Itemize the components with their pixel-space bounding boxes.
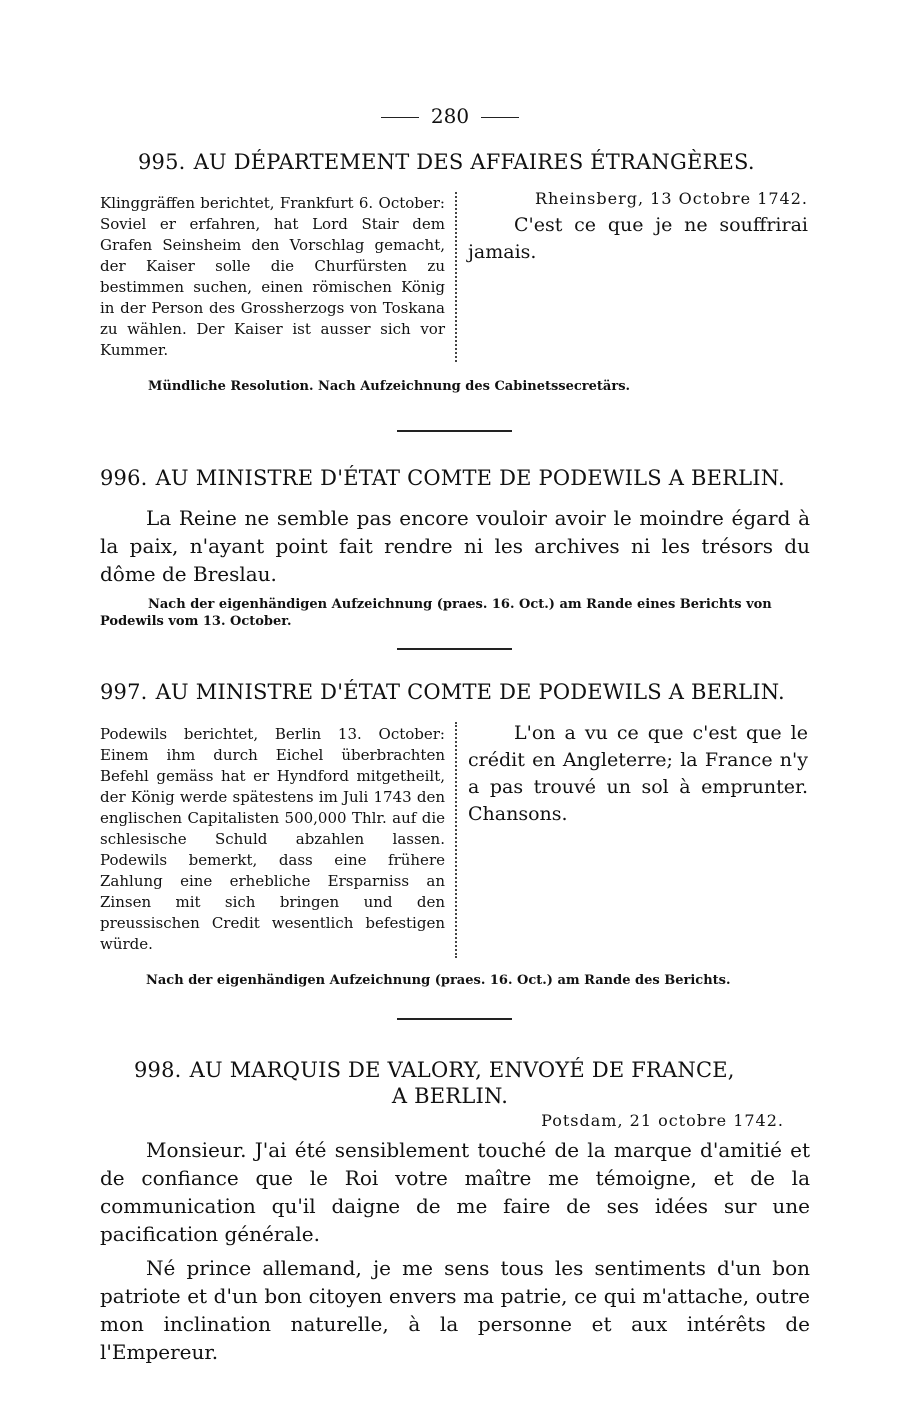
entry-997-resolution <box>468 720 808 828</box>
entry-995-dateline: Rheinsberg, 13 Octobre 1742. <box>534 189 808 208</box>
entry-995-heading <box>138 150 848 174</box>
entry-996-source-note: Nach der eigenhändigen Aufzeichnung (praes. 16. Oct.) am Rande eines Berichts von Podewils vom 13. October. <box>100 597 772 629</box>
page-number-dash-left <box>381 117 419 118</box>
entry-997-title: AU MINISTRE D'ÉTAT COMTE DE PODEWILS A BERLIN. <box>155 680 785 704</box>
entry-997-resolution-text: L'on a vu ce que c'est que le crédit en Angleterre; la France n'y a pas trouvé un sol à emprunter. Chansons. <box>468 722 808 825</box>
entry-998-body <box>100 1136 810 1372</box>
entry-997-number: 997. <box>100 680 148 704</box>
entry-996-number: 996. <box>100 466 148 490</box>
separator-rule <box>397 1018 512 1020</box>
entry-997-report <box>100 724 445 955</box>
entry-995-report-text: Klinggräffen berichtet, Frankfurt 6. October: Soviel er erfahren, hat Lord Stair dem Grafen Seinsheim den Vorschlag gemacht, der Kaiser solle die Churfürsten zu bestimmen suchen, einen römischen König in der Person des Grossherzogs von Toskana zu wählen. Der Kaiser ist ausser sich vor Kummer. <box>100 194 445 359</box>
entry-995-number: 995. <box>138 150 186 174</box>
entry-995-source-note: Mündliche Resolution. Nach Aufzeichnung des Cabinetssecretärs. <box>148 379 631 394</box>
separator-rule <box>397 648 512 650</box>
entry-998-heading-line2 <box>0 1084 900 1108</box>
entry-995-resolution <box>468 188 808 266</box>
entry-997-column-divider <box>455 722 457 958</box>
page-number-dash-right <box>481 117 519 118</box>
entry-996-title: AU MINISTRE D'ÉTAT COMTE DE PODEWILS A BERLIN. <box>155 466 785 490</box>
entry-998-paragraph-1: Monsieur. J'ai été sensiblement touché de la marque d'amitié et de confiance que le Roi votre maître me témoigne, et de la communication qu'il daigne de me faire de ses idées sur une pacification générale. <box>100 1138 810 1246</box>
page-number-text: 280 <box>430 104 470 128</box>
entry-998-heading <box>134 1058 844 1082</box>
page-number <box>0 104 900 128</box>
entry-998-number: 998. <box>134 1058 182 1082</box>
entry-995-column-divider <box>455 192 457 362</box>
entry-998-title-line2: A BERLIN. <box>391 1084 509 1108</box>
separator-rule <box>397 430 512 432</box>
entry-998-dateline: Potsdam, 21 octobre 1742. <box>541 1111 784 1130</box>
entry-997-heading <box>100 680 810 704</box>
entry-998-paragraph-2: Né prince allemand, je me sens tous les sentiments d'un bon patriote et d'un bon citoyen envers ma patrie, ce qui m'attache, outre mon inclination naturelle, à la personne et aux intérêts de l'Empereur. <box>100 1256 810 1364</box>
entry-995-title: AU DÉPARTEMENT DES AFFAIRES ÉTRANGÈRES. <box>193 150 755 174</box>
entry-995-report <box>100 193 445 361</box>
entry-998-title-line1: AU MARQUIS DE VALORY, ENVOYÉ DE FRANCE, <box>189 1058 735 1082</box>
entry-997-report-text: Podewils berichtet, Berlin 13. October: Einem ihm durch Eichel überbrachten Befehl gemäss hat er Hyndford mitgetheilt, der König werde spätestens im Juli 1743 den englischen Capitalisten 500,000 Thlr. auf die schlesische Schuld abzahlen lassen. Podewils bemerkt, dass eine frühere Zahlung eine erhebliche Ersparniss an Zinsen mit sich bringen und den preussischen Credit wesentlich befestigen würde. <box>100 725 445 953</box>
entry-997-source-note: Nach der eigenhändigen Aufzeichnung (praes. 16. Oct.) am Rande des Berichts. <box>146 973 731 988</box>
entry-996-heading <box>100 466 810 490</box>
entry-996-body: La Reine ne semble pas encore vouloir avoir le moindre égard à la paix, n'ayant point fait rendre ni les archives ni les trésors du dôme de Breslau. <box>100 506 810 586</box>
entry-995-resolution-text: C'est ce que je ne souffrirai jamais. <box>468 214 808 263</box>
